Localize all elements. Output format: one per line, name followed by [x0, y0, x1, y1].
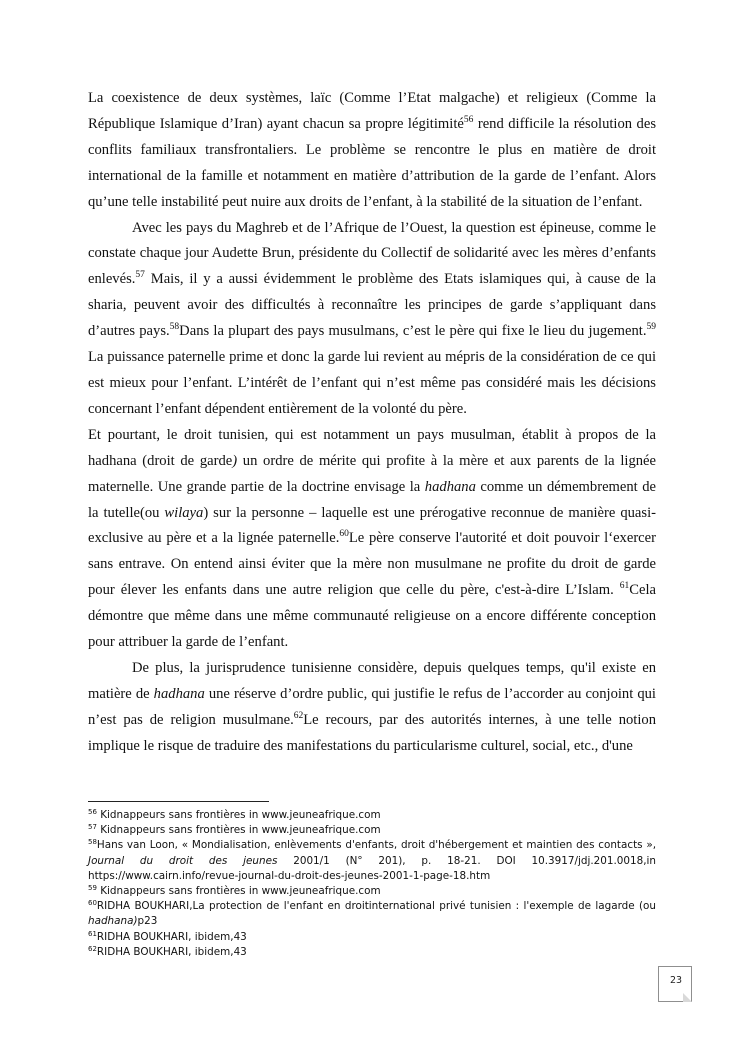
text-run: De plus, la jurisprudence tunisienne considère, depuis quelques temps, qu'il existe en matière de: [88, 659, 656, 702]
text-run: Le père conserve l'autorité et doit pouvoir l‘exercer sans entrave. On entend ainsi éviter que la mère non musulmane ne profite du droit de garde pour élever les enfants dans une autre religion que celle du père, c'est-à-dire L’Islam.: [88, 530, 656, 599]
text-run: 2001/1 (N° 201), p. 18-21. DOI 10.3917/jdj.201.0018,in https://www.cairn.info/revue-journal-du-droit-des-jeunes-2001-1-page-18.htm: [88, 854, 656, 882]
emphasis-text: hadhana: [424, 478, 476, 495]
paragraph: [88, 216, 656, 423]
footnote-ref: 60: [339, 529, 349, 540]
text-run: Kidnappeurs sans frontières in www.jeuneafrique.com: [96, 809, 381, 821]
footnote-number: 56: [88, 808, 97, 816]
paragraph: [88, 86, 656, 216]
page-number: 23: [669, 975, 683, 986]
emphasis-text: wilaya: [164, 504, 204, 521]
text-run: La puissance paternelle prime et donc la garde lui revient au mépris de la considération de ce qui est mieux pour l’enfant. L’intérêt de l’enfant qui n’est même pas considéré mais les décisions concernant l’enfant dépendent entièrement de la volonté du père.: [88, 349, 656, 417]
paragraph: [88, 423, 656, 656]
text-run: un ordre de mérite qui profite à la mère et aux parents de la lignée maternelle. Une grande partie de la doctrine envisage la: [88, 452, 656, 495]
emphasis-text: Journal du droit des jeunes: [88, 854, 278, 867]
footnote: [88, 945, 656, 960]
text-run: Le recours, par des autorités internes, à une telle notion implique le risque de traduire des manifestations du particularisme culturel, social, etc., d'une: [88, 711, 656, 754]
text-run: La coexistence de deux systèmes, laïc (Comme l’Etat malgache) et religieux (Comme la République Islamique d’Iran) ayant chacun sa propre légitimité: [88, 90, 656, 132]
text-run: une réserve d’ordre public, qui justifie le refus de l’accorder au conjoint qui n’est pas de religion musulmane.: [88, 685, 656, 728]
text-run: RIDHA BOUKHARI, ibidem,43: [96, 945, 247, 958]
text-run: Dans la plupart des pays musulmans, c’est le père qui fixe le lieu du jugement.: [179, 323, 647, 340]
footnote-list: [88, 808, 656, 960]
footnote-ref: 58: [169, 322, 180, 333]
footnote-number: 59: [88, 884, 97, 893]
emphasis-text: ): [232, 452, 238, 469]
text-run: RIDHA BOUKHARI, ibidem,43: [96, 930, 247, 943]
footnote-number: 62: [88, 944, 97, 953]
footnote: [88, 899, 656, 929]
footnote-number: 57: [88, 823, 97, 832]
footnote-separator: [88, 801, 269, 802]
body-text: [88, 86, 656, 760]
footnote-number: 58: [88, 838, 97, 847]
text-run: Et pourtant, le droit tunisien, qui est notamment un pays musulman, établit à propos de la hadhana (droit de garde: [88, 426, 656, 469]
text-run: Kidnappeurs sans frontières in www.jeuneafrique.com: [96, 824, 381, 837]
footnote: [88, 884, 656, 899]
footnotes-section: [88, 801, 656, 960]
page-number-box: [658, 966, 692, 1002]
text-run: Cela démontre que même dans une même communauté religieuse on a encore différente conception pour attribuer la garde de l’enfant.: [88, 582, 656, 651]
footnote-ref: 57: [135, 270, 145, 281]
footnote-number: 60: [88, 899, 97, 908]
footnote-ref: 62: [293, 710, 304, 721]
footnote: [88, 930, 656, 945]
text-run: Hans van Loon, « Mondialisation, enlèvements d'enfants, droit d'hébergement et maintien des contacts »,: [96, 839, 656, 852]
emphasis-text: hadhana: [153, 685, 205, 702]
text-run: RIDHA BOUKHARI,La protection de l'enfant en droitinternational privé tunisien : l'exemple de lagarde (ou: [96, 900, 656, 913]
footnote: [88, 808, 656, 823]
footnote-number: 61: [88, 929, 97, 938]
text-run: rend difficile la résolution des conflits familiaux transfrontaliers. Le problème se rencontre le plus en matière de droit international de la famille et notamment en matière d’attribution de la garde de l’enfant. Alors qu’une telle instabilité peut nuire aux droits de l’enfant, à la stabilité de la situation de l’enfant.: [88, 115, 657, 210]
text-run: ) sur la personne – laquelle est une prérogative reconnue de manière quasi-exclusive au père et a la lignée paternelle.: [88, 504, 656, 547]
emphasis-text: hadhana): [88, 915, 138, 928]
text-run: p23: [137, 915, 158, 928]
footnote-ref: 61: [619, 581, 630, 592]
footnote-ref: 59: [646, 322, 656, 333]
footnote-ref: 56: [463, 114, 474, 125]
text-run: Mais, il y a aussi évidemment le problème des Etats islamiques qui, à cause de la sharia, peuvent avoir des difficultés à reconnaître les principes de garde s’appliquant dans d’autres pays.: [88, 271, 656, 340]
paragraph: [88, 656, 656, 760]
footnote: [88, 823, 656, 838]
text-run: Kidnappeurs sans frontières in www.jeuneafrique.com: [96, 885, 381, 898]
text-run: Avec les pays du Maghreb et de l’Afrique de l’Ouest, la question est épineuse, comme le constate chaque jour Audette Brun, présidente du Collectif de solidarité avec les mères d’enfants enlevés.: [88, 219, 656, 288]
footnote: [88, 838, 656, 884]
text-run: comme un démembrement de la tutelle(ou: [88, 478, 657, 521]
